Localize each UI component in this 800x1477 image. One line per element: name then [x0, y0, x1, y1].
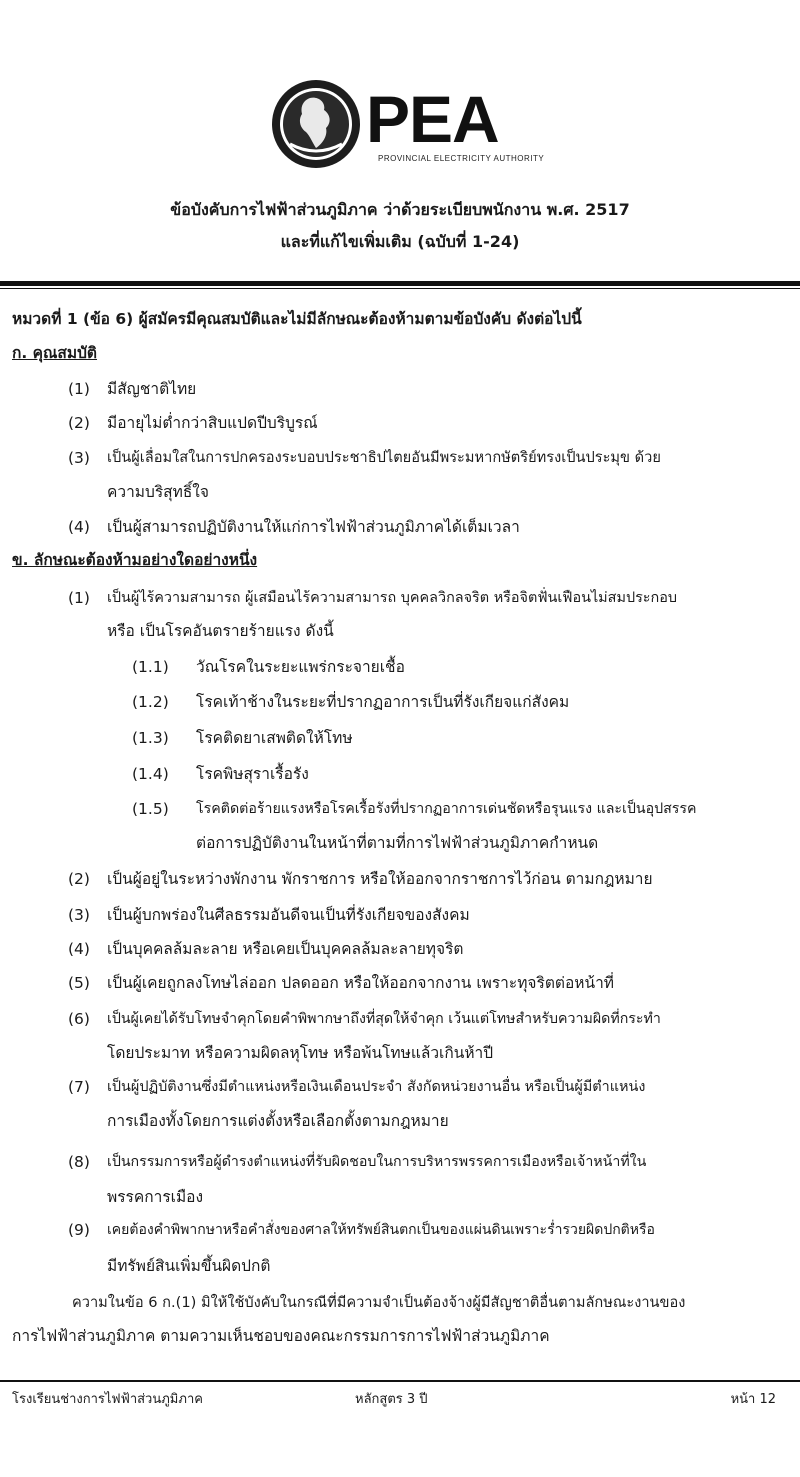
header-divider-thin: [0, 288, 800, 289]
item-number: (7): [68, 1078, 90, 1096]
sub-item-number: (1.5): [132, 800, 169, 818]
footer-school: โรงเรียนช่างการไฟฟ้าส่วนภูมิภาค: [12, 1392, 203, 1407]
item-text: เคยต้องคำพิพากษาหรือคำสั่งของศาลให้ทรัพย์สินตกเป็นของแผ่นดินเพราะร่ำรวยผิดปกติหรือ: [107, 1222, 655, 1238]
item-text: เป็นผู้เลื่อมใสในการปกครองระบอบประชาธิปไตยอันมีพระมหากษัตริย์ทรงเป็นประมุข ด้วย: [107, 449, 661, 466]
closing-paragraph-line-2: การไฟฟ้าส่วนภูมิภาค ตามความเห็นชอบของคณะกรรมการการไฟฟ้าส่วนภูมิภาค: [12, 1327, 550, 1345]
header-divider-thick: [0, 281, 800, 286]
document-title: ข้อบังคับการไฟฟ้าส่วนภูมิภาค ว่าด้วยระเบียบพนักงาน พ.ศ. 2517: [170, 200, 630, 219]
item-text: เป็นผู้ปฏิบัติงานซึ่งมีตำแหน่งหรือเงินเดือนประจำ สังกัดหน่วยงานอื่น หรือเป็นผู้มีตำแหน่ง: [107, 1079, 646, 1095]
item-text: เป็นผู้อยู่ในระหว่างพักงาน พักราชการ หรือให้ออกจากราชการไว้ก่อน ตามกฎหมาย: [107, 870, 653, 888]
item-text: เป็นผู้บกพร่องในศีลธรรมอันดีจนเป็นที่รังเกียจของสังคม: [107, 906, 470, 924]
item-text: เป็นกรรมการหรือผู้ดำรงตำแหน่งที่รับผิดชอบในการบริหารพรรคการเมืองหรือเจ้าหน้าที่ใน: [107, 1154, 647, 1170]
item-number: (3): [68, 906, 90, 924]
pea-subtitle: PROVINCIAL ELECTRICITY AUTHORITY: [378, 154, 545, 163]
item-text: เป็นผู้เคยถูกลงโทษไล่ออก ปลดออก หรือให้ออกจากงาน เพราะทุจริตต่อหน้าที่: [107, 974, 614, 992]
sub-item-text-cont: ต่อการปฏิบัติงานในหน้าที่ตามที่การไฟฟ้าส่วนภูมิภาคกำหนด: [196, 834, 599, 852]
sub-item-number: (1.4): [132, 765, 169, 783]
pea-seal-icon: [270, 78, 362, 170]
item-text: มีอายุไม่ต่ำกว่าสิบแปดปีบริบูรณ์: [107, 414, 318, 432]
item-number: (2): [68, 414, 90, 432]
item-text-cont: หรือ เป็นโรคอันตรายร้ายแรง ดังนี้: [107, 622, 334, 640]
closing-paragraph-line-1: ความในข้อ 6 ก.(1) มิให้ใช้บังคับในกรณีที่มีความจำเป็นต้องจ้างผู้มีสัญชาติอื่นตามลักษณะงานของ: [72, 1294, 686, 1311]
item-text: เป็นบุคคลล้มละลาย หรือเคยเป็นบุคคลล้มละลายทุจริต: [107, 940, 464, 958]
section-a-heading: ก. คุณสมบัติ: [12, 344, 98, 362]
sub-item-text: โรคเท้าช้างในระยะที่ปรากฏอาการเป็นที่รังเกียจแก่สังคม: [196, 693, 570, 711]
document-subtitle: และที่แก้ไขเพิ่มเติม (ฉบับที่ 1-24): [280, 232, 520, 251]
item-text-cont: มีทรัพย์สินเพิ่มขึ้นผิดปกติ: [107, 1257, 271, 1275]
footer-course: หลักสูตร 3 ปี: [355, 1392, 428, 1407]
item-text-cont: การเมืองทั้งโดยการแต่งตั้งหรือเลือกตั้งตามกฎหมาย: [107, 1112, 449, 1130]
item-number: (4): [68, 940, 90, 958]
item-number: (2): [68, 870, 90, 888]
item-number: (1): [68, 380, 90, 398]
sub-item-text: วัณโรคในระยะแพร่กระจายเชื้อ: [196, 658, 405, 676]
chapter-heading: หมวดที่ 1 (ข้อ 6) ผู้สมัครมีคุณสมบัติและไม่มีลักษณะต้องห้ามตามข้อบังคับ ดังต่อไปนี้: [12, 310, 582, 328]
footer-divider: [0, 1380, 800, 1382]
item-text: มีสัญชาติไทย: [107, 380, 197, 398]
section-b-heading: ข. ลักษณะต้องห้ามอย่างใดอย่างหนึ่ง: [12, 551, 258, 569]
sub-item-number: (1.1): [132, 658, 169, 676]
item-text: เป็นผู้ไร้ความสามารถ ผู้เสมือนไร้ความสามารถ บุคคลวิกลจริต หรือจิตฟั่นเฟือนไม่สมประกอบ: [107, 590, 678, 606]
item-number: (9): [68, 1221, 90, 1239]
item-text-cont: โดยประมาท หรือความผิดลหุโทษ หรือพ้นโทษแล้วเกินห้าปี: [107, 1044, 494, 1062]
sub-item-text: โรคพิษสุราเรื้อรัง: [196, 765, 309, 783]
pea-logo: [270, 78, 545, 170]
item-text-cont: พรรคการเมือง: [107, 1188, 204, 1206]
footer-page-number: หน้า 12: [730, 1392, 776, 1407]
sub-item-text: โรคติดต่อร้ายแรงหรือโรคเรื้อรังที่ปรากฏอาการเด่นชัดหรือรุนแรง และเป็นอุปสรรค: [196, 801, 697, 817]
item-number: (6): [68, 1010, 90, 1028]
sub-item-text: โรคติดยาเสพติดให้โทษ: [196, 729, 353, 747]
item-number: (8): [68, 1153, 90, 1171]
item-number: (5): [68, 974, 90, 992]
item-text: เป็นผู้สามารถปฏิบัติงานให้แก่การไฟฟ้าส่วนภูมิภาคได้เต็มเวลา: [107, 518, 520, 536]
item-number: (3): [68, 449, 90, 467]
item-text: เป็นผู้เคยได้รับโทษจำคุกโดยคำพิพากษาถึงที่สุดให้จำคุก เว้นแต่โทษสำหรับความผิดที่กระทำ: [107, 1011, 661, 1027]
sub-item-number: (1.2): [132, 693, 169, 711]
item-number: (4): [68, 518, 90, 536]
item-text-cont: ความบริสุทธิ์ใจ: [107, 483, 209, 501]
pea-wordmark: PEA: [366, 82, 499, 156]
sub-item-number: (1.3): [132, 729, 169, 747]
item-number: (1): [68, 589, 90, 607]
